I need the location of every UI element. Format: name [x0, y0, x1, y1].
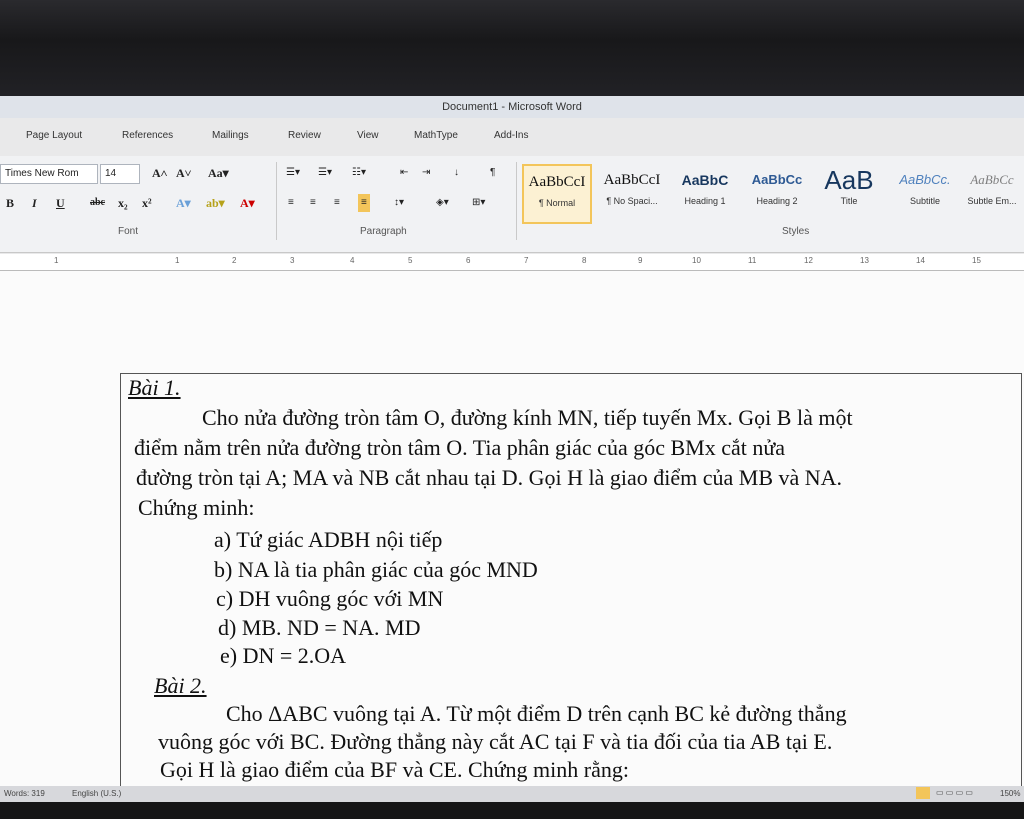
bai1-line: điểm nằm trên nửa đường tròn tâm O. Tia phân giác của góc BMx cắt nửa: [134, 435, 786, 460]
justify-icon[interactable]: ≡: [358, 194, 370, 212]
bai1-item: a) Tứ giác ADBH nội tiếp: [214, 527, 443, 552]
ruler-number: 10: [692, 256, 701, 265]
style-heading-1[interactable]: [670, 164, 740, 220]
style-preview: AaBbCc: [970, 172, 1014, 187]
line-spacing-icon[interactable]: ↕▾: [394, 197, 405, 208]
bai2-title: Bài 2.: [154, 673, 207, 698]
style-label: ¶ No Spaci...: [606, 196, 658, 206]
ruler-number: 14: [916, 256, 925, 265]
style-preview: AaBbCcI: [528, 174, 586, 190]
sort-icon[interactable]: ↓: [454, 167, 459, 178]
style-label: Heading 1: [684, 196, 726, 206]
style-label: ¶ Normal: [538, 198, 576, 208]
ruler-number: 9: [638, 256, 643, 265]
bai1-item: d) MB. ND = NA. MD: [218, 615, 421, 640]
numbering-icon[interactable]: ☰▾: [318, 167, 332, 178]
ribbon-tabs: [0, 126, 1024, 150]
zoom-level[interactable]: 150%: [1000, 789, 1021, 798]
tab-view[interactable]: View: [357, 130, 379, 141]
strikethrough-button[interactable]: abc: [90, 197, 105, 208]
ruler-number: 3: [290, 256, 295, 265]
monitor-bezel-bottom: [0, 802, 1024, 819]
font-size-box[interactable]: 14: [100, 164, 140, 184]
tab-mailings[interactable]: Mailings: [212, 130, 249, 141]
shading-icon[interactable]: ◈▾: [436, 197, 449, 208]
bold-button[interactable]: B: [6, 196, 15, 210]
style-no-spacing[interactable]: [597, 164, 667, 220]
bai1-item: c) DH vuông góc với MN: [216, 586, 444, 611]
ribbon: [0, 156, 1024, 253]
style-subtle-emphasis[interactable]: [960, 164, 1024, 220]
group-label-styles: Styles: [782, 226, 810, 237]
style-preview: AaBbCcI: [603, 172, 661, 188]
style-label: Title: [840, 196, 858, 206]
bai1-title: Bài 1.: [128, 375, 181, 400]
language-indicator[interactable]: English (U.S.): [72, 789, 122, 798]
style-heading-2[interactable]: [742, 164, 812, 220]
style-label: Heading 2: [756, 196, 798, 206]
style-label: Subtle Em...: [967, 196, 1017, 206]
align-center-icon[interactable]: ≡: [310, 197, 316, 208]
tab-mathtype[interactable]: MathType: [414, 130, 458, 141]
ruler-number: 2: [232, 256, 237, 265]
borders-icon[interactable]: ⊞▾: [472, 197, 486, 208]
ruler-number: 13: [860, 256, 869, 265]
grow-font-button[interactable]: A˄: [152, 166, 168, 180]
tab-page-layout[interactable]: Page Layout: [26, 130, 83, 141]
multilevel-list-icon[interactable]: ☷▾: [352, 167, 366, 178]
monitor-bezel-top: [0, 0, 1024, 100]
change-case-button[interactable]: Aa▾: [208, 166, 229, 180]
bai2-line: vuông góc với BC. Đường thẳng này cắt AC tại F và tia đối của tia AB tại E.: [158, 729, 833, 754]
bai1-item: e) DN = 2.OA: [220, 643, 347, 668]
align-right-icon[interactable]: ≡: [334, 197, 340, 208]
group-divider: [276, 162, 277, 240]
style-title[interactable]: [814, 164, 884, 220]
horizontal-ruler[interactable]: [0, 254, 1024, 271]
bullets-icon[interactable]: ☰▾: [286, 167, 300, 178]
bai1-line: Chứng minh:: [138, 495, 255, 520]
bai1-line: Cho nửa đường tròn tâm O, đường kính MN, tiếp tuyến Mx. Gọi B là một: [202, 405, 853, 430]
underline-button[interactable]: U: [56, 196, 65, 210]
ruler-number: 7: [524, 256, 529, 265]
superscript-button[interactable]: x²: [142, 196, 152, 210]
ruler-number: 1: [175, 256, 180, 265]
word-window: [0, 96, 1024, 802]
ruler-number: 4: [350, 256, 355, 265]
highlight-button[interactable]: ab▾: [206, 196, 225, 210]
ruler-number: 6: [466, 256, 471, 265]
document-page[interactable]: [0, 271, 1024, 786]
group-label-paragraph: Paragraph: [360, 226, 407, 237]
font-color-button[interactable]: A▾: [240, 196, 255, 210]
increase-indent-icon[interactable]: ⇥: [422, 167, 431, 178]
bai1-line: đường tròn tại A; MA và NB cắt nhau tại D. Gọi H là giao điểm của MB và NA.: [136, 465, 843, 490]
style-preview: AaB: [824, 165, 874, 195]
align-left-icon[interactable]: ≡: [288, 197, 294, 208]
print-layout-icon[interactable]: [916, 787, 930, 799]
bai2-line: Cho ΔABC vuông tại A. Từ một điểm D trên cạnh BC kẻ đường thẳng: [226, 701, 847, 726]
word-count[interactable]: Words: 319: [4, 789, 45, 798]
italic-button[interactable]: I: [32, 196, 37, 210]
group-label-font: Font: [118, 226, 139, 237]
status-bar: [0, 786, 1024, 802]
window-title: Document1 - Microsoft Word: [0, 96, 1024, 118]
tab-review[interactable]: Review: [288, 130, 321, 141]
style-label: Subtitle: [909, 196, 941, 206]
subscript-button[interactable]: x₂: [118, 196, 128, 210]
style-normal[interactable]: [522, 164, 592, 224]
style-preview: AaBbCc: [751, 172, 803, 187]
view-icons[interactable]: ▭ ▭ ▭ ▭: [936, 788, 973, 797]
text-effects-button[interactable]: A▾: [176, 196, 191, 210]
ruler-number: 8: [582, 256, 587, 265]
style-subtitle[interactable]: [890, 164, 960, 220]
tab-add-ins[interactable]: Add-Ins: [494, 130, 529, 141]
bai1-item: b) NA là tia phân giác của góc MND: [214, 557, 538, 582]
style-preview: AaBbCc.: [899, 172, 951, 187]
ruler-number: 12: [804, 256, 813, 265]
font-name-box[interactable]: Times New Rom: [0, 164, 98, 184]
group-divider: [516, 162, 517, 240]
ruler-number: 11: [748, 256, 757, 265]
ruler-number: 15: [972, 256, 981, 265]
show-marks-icon[interactable]: ¶: [490, 167, 496, 178]
ruler-number: 1: [54, 256, 59, 265]
shrink-font-button[interactable]: A˅: [176, 166, 192, 180]
bai2-line: Gọi H là giao điểm của BF và CE. Chứng minh rằng:: [160, 757, 629, 782]
ruler-number: 5: [408, 256, 413, 265]
decrease-indent-icon[interactable]: ⇤: [400, 167, 409, 178]
style-preview: AaBbC: [681, 172, 729, 188]
tab-references[interactable]: References: [122, 130, 174, 141]
